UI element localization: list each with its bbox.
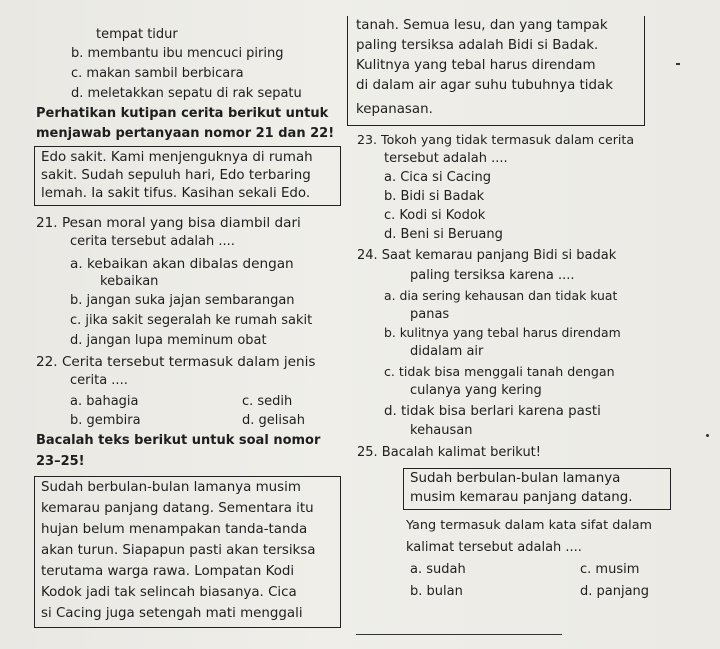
quote-line-2: musim kemarau panjang datang. [410, 490, 633, 505]
quote-line-1: Sudah berbulan-bulan lamanya [410, 471, 621, 486]
quote-box [403, 468, 671, 510]
question-24-option-d: d. tidak bisa berlari karena pasti [384, 404, 601, 419]
story-edo-line-1: Edo sakit. Kami menjenguknya di rumah [41, 150, 313, 165]
question-25-stem-line1: Yang termasuk dalam kata sifat dalam [406, 518, 653, 533]
story-kemarau-line-1: Sudah berbulan-bulan lamanya musim [41, 480, 301, 495]
question-25-option-a: a. sudah [410, 562, 466, 577]
question-21-stem-line1: 21. Pesan moral yang bisa diambil dari [36, 215, 301, 231]
question-24-stem-line2: paling tersiksa karena .... [410, 268, 575, 283]
question-25-stem-line2: kalimat tersebut adalah .... [406, 540, 582, 555]
prev-option-c: c. makan sambil berbicara [71, 66, 244, 81]
story-edo-line-3: lemah. Ia sakit tifus. Kasihan sekali Edo. [41, 186, 311, 201]
margin-dash [676, 63, 680, 65]
story-box-continuation [347, 16, 645, 126]
question-23-option-b: b. Bidi si Badak [384, 189, 485, 204]
question-24-option-b-cont: didalam air [410, 344, 484, 359]
story-edo-line-2: sakit. Sudah sepuluh hari, Edo terbaring [41, 168, 311, 183]
question-23-option-a: a. Cica si Cacing [384, 170, 491, 185]
question-24-option-a: a. dia sering kehausan dan tidak kuat [384, 288, 618, 303]
instruction-21-22-line1: Perhatikan kutipan cerita berikut untuk [36, 106, 329, 121]
question-22-option-b: b. gembira [70, 413, 141, 428]
question-22-option-d: d. gelisah [242, 413, 305, 428]
question-25-instruction: 25. Bacalah kalimat berikut! [357, 445, 541, 460]
story-box-kemarau [34, 476, 341, 628]
question-21-option-b: b. jangan suka jajan sembarangan [70, 293, 295, 308]
question-22-stem-line1: 22. Cerita tersebut termasuk dalam jenis [36, 354, 316, 370]
story-kemarau-line-4: akan turun. Siapapun pasti akan tersiksa [41, 543, 316, 558]
question-25-option-d: d. panjang [580, 584, 650, 599]
instruction-23-25-line2: 23–25! [36, 454, 85, 469]
story-cont-line-4: di dalam air agar suhu tubuhnya tidak [356, 78, 613, 93]
question-22-stem-line2: cerita .... [70, 373, 128, 388]
question-24-option-c-cont: culanya yang kering [410, 383, 542, 398]
question-24-option-a-cont: panas [410, 307, 450, 322]
question-23-stem-line2: tersebut adalah .... [384, 151, 508, 166]
instruction-23-25-line1: Bacalah teks berikut untuk soal nomor [36, 433, 321, 448]
question-24-stem-line1: 24. Saat kemarau panjang Bidi si badak [357, 248, 617, 263]
story-kemarau-line-7: si Cacing juga setengah mati menggali [41, 606, 303, 621]
question-23-option-d: d. Beni si Beruang [384, 227, 503, 242]
question-21-stem-line2: cerita tersebut adalah .... [70, 234, 235, 249]
question-22-option-a: a. bahagia [70, 394, 139, 409]
question-21-option-a: a. kebaikan akan dibalas dengan [70, 256, 294, 272]
margin-dot [706, 434, 709, 437]
story-box-edo [34, 146, 341, 206]
bottom-rule [356, 634, 562, 635]
question-21-option-d: d. jangan lupa meminum obat [70, 333, 267, 348]
question-23-stem-line1: 23. Tokoh yang tidak termasuk dalam cerita [357, 132, 635, 147]
story-cont-line-3: Kulitnya yang tebal harus direndam [356, 58, 596, 73]
story-cont-line-2: paling tersiksa adalah Bidi si Badak. [356, 38, 599, 53]
story-kemarau-line-5: terutama warga rawa. Lompatan Kodi [41, 564, 295, 579]
question-23-option-c: c. Kodi si Kodok [384, 208, 486, 223]
question-22-option-c: c. sedih [242, 394, 293, 409]
story-kemarau-line-3: hujan belum menampakan tanda-tanda [41, 522, 308, 537]
question-21-option-c: c. jika sakit segeralah ke rumah sakit [70, 313, 313, 328]
question-21-option-a-cont: kebaikan [100, 274, 159, 289]
prev-option-tail: tempat tidur [96, 27, 178, 42]
question-24-option-c: c. tidak bisa menggali tanah dengan [384, 364, 615, 379]
prev-option-d: d. meletakkan sepatu di rak sepatu [71, 86, 302, 101]
prev-option-b: b. membantu ibu mencuci piring [71, 46, 284, 61]
question-25-option-b: b. bulan [410, 584, 463, 599]
instruction-21-22-line2: menjawab pertanyaan nomor 21 dan 22! [36, 126, 335, 141]
question-25-option-c: c. musim [580, 562, 640, 577]
story-kemarau-line-2: kemarau panjang datang. Sementara itu [41, 501, 314, 516]
story-cont-line-5: kepanasan. [356, 102, 433, 117]
question-24-option-d-cont: kehausan [410, 423, 473, 438]
question-24-option-b: b. kulitnya yang tebal harus direndam [384, 325, 621, 340]
story-kemarau-line-6: Kodok jadi tak selincah biasanya. Cica [41, 585, 297, 600]
story-cont-line-1: tanah. Semua lesu, dan yang tampak [356, 18, 608, 33]
